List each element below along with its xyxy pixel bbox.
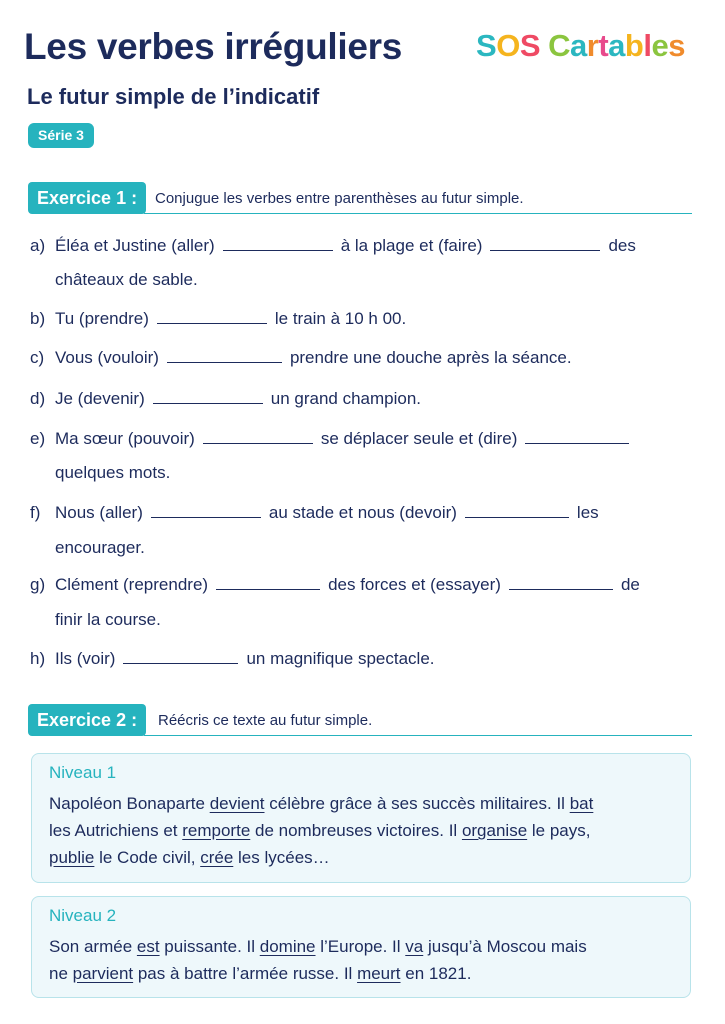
question-f	[30, 502, 599, 524]
text: en 1821.	[400, 964, 472, 983]
logo-letter: e	[651, 28, 669, 63]
level-2-line-1	[49, 933, 587, 960]
exercise-2-instruction: Réécris ce texte au futur simple.	[158, 712, 373, 729]
answer-blank[interactable]	[465, 504, 569, 518]
series-badge: Série 3	[28, 123, 94, 148]
underlined-verb: bat	[569, 794, 594, 813]
text: puissante. Il	[159, 937, 260, 956]
question-g	[30, 574, 640, 596]
logo-letter: r	[586, 28, 599, 63]
underlined-verb: devient	[209, 794, 265, 813]
exercise-2-rule	[144, 735, 692, 736]
question-text: un magnifique spectacle.	[246, 649, 435, 668]
question-text: Je (devenir)	[55, 389, 145, 408]
question-label: d)	[30, 389, 46, 408]
question-label: b)	[30, 309, 46, 328]
text: le pays,	[527, 821, 591, 840]
question-text: Vous (vouloir)	[55, 348, 159, 367]
level-1-line-1	[49, 790, 593, 817]
logo-letter: t	[598, 28, 609, 63]
answer-blank[interactable]	[157, 310, 267, 324]
exercise-1-rule	[144, 213, 692, 214]
logo-letter: O	[496, 28, 520, 63]
question-text: Ils (voir)	[55, 649, 116, 668]
question-text: Éléa et Justine (aller)	[55, 236, 215, 255]
logo-letter: a	[608, 28, 625, 63]
sos-cartables-logo	[476, 28, 685, 64]
question-b	[30, 308, 406, 330]
underlined-verb: domine	[259, 937, 316, 956]
text: l’Europe. Il	[315, 937, 406, 956]
question-text: le train à 10 h 00.	[274, 309, 407, 328]
question-label: f)	[30, 503, 41, 522]
level-2-line-2	[49, 960, 471, 987]
question-a-continuation: châteaux de sable.	[55, 270, 198, 289]
underlined-verb: parvient	[72, 964, 134, 983]
answer-blank[interactable]	[123, 650, 238, 664]
logo-letter: l	[643, 28, 652, 63]
text: Napoléon Bonaparte	[49, 794, 210, 813]
level-2-title: Niveau 2	[49, 906, 117, 925]
logo-letter	[540, 28, 548, 63]
question-text: Clément (reprendre)	[55, 575, 209, 594]
question-e-continuation: quelques mots.	[55, 463, 171, 482]
question-text: Ma sœur (pouvoir)	[55, 429, 195, 448]
underlined-verb: va	[405, 937, 424, 956]
underlined-verb: meurt	[357, 964, 401, 983]
question-text: un grand champion.	[270, 389, 422, 408]
text: pas à battre l’armée russe. Il	[133, 964, 358, 983]
logo-letter: b	[624, 28, 644, 63]
question-h	[30, 648, 435, 670]
text: de nombreuses victoires. Il	[250, 821, 462, 840]
level-1-box	[31, 753, 691, 883]
question-d	[30, 388, 421, 410]
exercise-1-badge: Exercice 1 :	[28, 182, 146, 214]
underlined-verb: publie	[49, 848, 95, 867]
underlined-verb: remporte	[182, 821, 251, 840]
page-subtitle: Le futur simple de l’indicatif	[27, 84, 320, 109]
level-1-line-3	[49, 844, 330, 871]
answer-blank[interactable]	[153, 390, 263, 404]
level-1-line-2	[49, 817, 590, 844]
question-label: e)	[30, 429, 46, 448]
text: Son armée	[49, 937, 137, 956]
question-c	[30, 347, 572, 369]
question-text: des forces et (essayer)	[328, 575, 501, 594]
exercise-2-badge: Exercice 2 :	[28, 704, 146, 736]
exercise-2-header	[28, 704, 692, 736]
logo-letter: S	[519, 28, 540, 63]
question-text: Nous (aller)	[55, 503, 143, 522]
text: célèbre grâce à ses succès militaires. Il	[264, 794, 570, 813]
question-a	[30, 235, 636, 257]
question-text: prendre une douche après la séance.	[289, 348, 572, 367]
text: les lycées…	[233, 848, 330, 867]
question-label: g)	[30, 575, 46, 594]
question-label: c)	[30, 348, 45, 367]
question-f-continuation: encourager.	[55, 538, 145, 557]
text: jusqu’à Moscou mais	[423, 937, 587, 956]
question-text: Tu (prendre)	[55, 309, 149, 328]
question-label: a)	[30, 236, 46, 255]
question-g-continuation: finir la course.	[55, 610, 161, 629]
answer-blank[interactable]	[151, 504, 261, 518]
level-1-title: Niveau 1	[49, 763, 117, 782]
question-label: h)	[30, 649, 46, 668]
logo-letter: s	[668, 28, 685, 63]
question-text: les	[576, 503, 599, 522]
question-text: se déplacer seule et (dire)	[320, 429, 518, 448]
page-title: Les verbes irréguliers	[24, 26, 402, 67]
answer-blank[interactable]	[216, 576, 320, 590]
question-text: des	[608, 236, 636, 255]
answer-blank[interactable]	[509, 576, 613, 590]
text: le Code civil,	[94, 848, 201, 867]
question-text: de	[620, 575, 640, 594]
answer-blank[interactable]	[167, 349, 282, 363]
answer-blank[interactable]	[490, 237, 600, 251]
text: ne	[49, 964, 73, 983]
text: les Autrichiens et	[49, 821, 183, 840]
level-2-box	[31, 896, 691, 998]
logo-letter: S	[476, 28, 497, 63]
answer-blank[interactable]	[223, 237, 333, 251]
question-text: au stade et nous (devoir)	[268, 503, 457, 522]
answer-blank[interactable]	[525, 430, 629, 444]
question-text: à la plage et (faire)	[340, 236, 483, 255]
exercise-1-instruction: Conjugue les verbes entre parenthèses au futur simple.	[155, 190, 524, 207]
question-e	[30, 428, 637, 450]
logo-letter: a	[570, 28, 587, 63]
underlined-verb: crée	[200, 848, 234, 867]
logo-letter: C	[548, 28, 571, 63]
answer-blank[interactable]	[203, 430, 313, 444]
underlined-verb: organise	[461, 821, 528, 840]
underlined-verb: est	[136, 937, 160, 956]
exercise-1-header	[28, 182, 692, 214]
